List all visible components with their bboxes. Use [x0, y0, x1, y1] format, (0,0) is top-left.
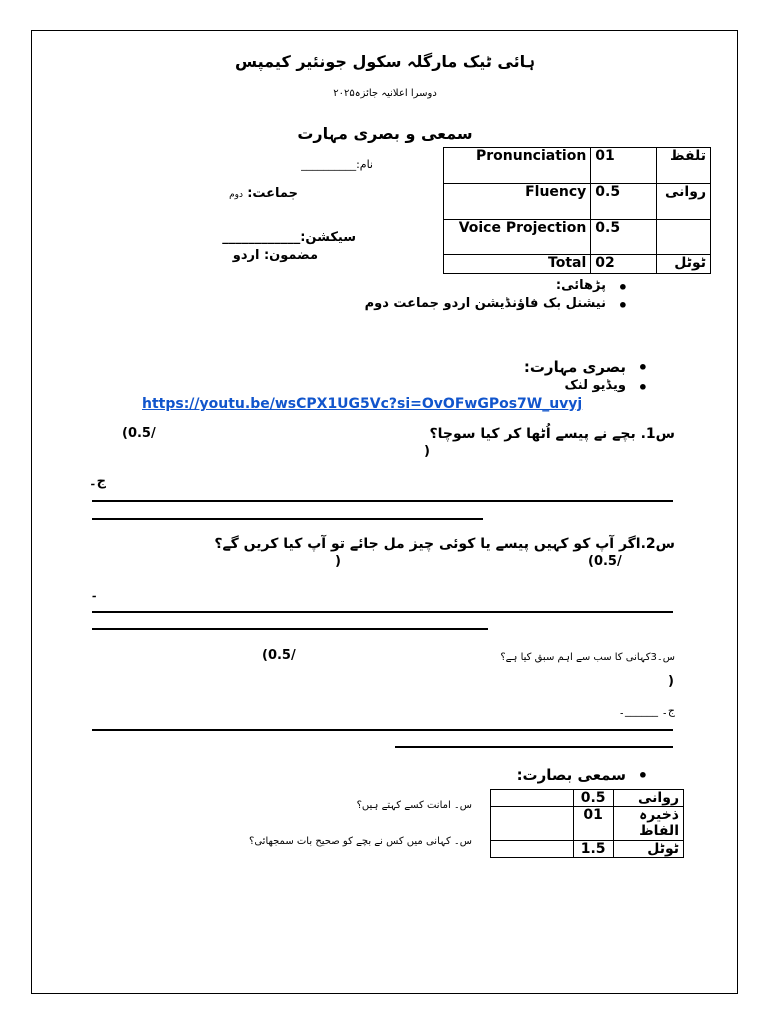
answer-line[interactable] — [92, 611, 673, 613]
audio-heading: • سمعی بصارت: — [517, 766, 626, 784]
question-3: س۔3کہانی کا سب سے اہم سبق کیا ہے؟ — [500, 652, 675, 663]
answer-line[interactable] — [92, 500, 673, 502]
urdu-cell: تلفظ — [656, 148, 710, 184]
empty-cell — [491, 807, 574, 841]
name-field[interactable]: نام:__________ — [301, 158, 373, 171]
question-1-paren: ) — [424, 444, 430, 459]
answer-line[interactable] — [92, 628, 488, 630]
table-row — [444, 220, 711, 255]
question-2-marks: (0.5/ — [588, 554, 622, 569]
question-2: س2.اگر آپ کو کہیں پیسے یا کوئی چیز مل جائے تو آپ کیا کریں گے؟ — [214, 536, 675, 552]
score-cell: 0.5 — [591, 184, 656, 220]
question-2-paren: ) — [335, 554, 341, 569]
urdu-cell: ٹوٹل — [613, 841, 683, 858]
urdu-cell: ذخیرہ الفاظ — [613, 807, 683, 841]
urdu-cell: روانی — [656, 184, 710, 220]
score-cell: 0.5 — [591, 220, 656, 255]
audio-score-table — [490, 789, 684, 858]
class-value: دوم — [229, 190, 244, 200]
table-row — [444, 148, 711, 184]
criteria-cell: Fluency — [444, 184, 591, 220]
score-cell: 1.5 — [573, 841, 613, 858]
score-cell: 02 — [591, 255, 656, 274]
visual-heading: • بصری مہارت: — [524, 358, 626, 376]
table-row — [444, 184, 711, 220]
answer-1-label: ج۔ — [89, 474, 106, 489]
urdu-cell — [656, 220, 710, 255]
criteria-cell: Total — [444, 255, 591, 274]
criteria-cell: Voice Projection — [444, 220, 591, 255]
answer-2-label: ۔ — [90, 586, 98, 601]
score-cell: 01 — [591, 148, 656, 184]
exam-title: دوسرا اعلانیہ جائزہ۲۰۲۵ — [333, 88, 437, 99]
urdu-cell: روانی — [613, 790, 683, 807]
school-name: ہائی ٹیک مارگلہ سکول جونئیر کیمپس — [235, 52, 535, 71]
audio-question-1: س۔ امانت کسے کہتے ہیں؟ — [356, 800, 472, 811]
video-label: • ویڈیو لنک — [564, 378, 626, 393]
audio-question-2: س۔ کہانی میں کس نے بچے کو صحیح بات سمجھائی؟ — [249, 836, 472, 847]
table-row — [444, 255, 711, 274]
table-row — [491, 841, 684, 858]
reading-label: • پڑھائی: — [556, 278, 606, 293]
subject-label: مضمون: اردو — [232, 248, 318, 263]
question-3-marks: (0.5/ — [262, 648, 296, 663]
empty-cell — [491, 790, 574, 807]
answer-line[interactable] — [395, 746, 673, 748]
question-1: س1. بچے نے پیسے اُٹھا کر کیا سوچا؟ — [429, 426, 675, 442]
answer-line[interactable] — [92, 518, 483, 520]
reading-book: • نیشنل بک فاؤنڈیشن اردو جماعت دوم — [365, 296, 606, 311]
question-3-paren: ) — [668, 674, 674, 689]
criteria-cell: Pronunciation — [444, 148, 591, 184]
class-label: جماعت: — [247, 186, 298, 201]
score-table — [443, 147, 711, 274]
question-1-marks: (0.5/ — [122, 426, 156, 441]
page-title: سمعی و بصری مہارت — [297, 124, 473, 143]
urdu-cell: ٹوٹل — [656, 255, 710, 274]
empty-cell — [491, 841, 574, 858]
answer-3-label: ج۔ ______۔ — [618, 704, 675, 717]
score-cell: 01 — [573, 807, 613, 841]
class-field[interactable] — [229, 186, 298, 201]
answer-line[interactable] — [92, 729, 673, 731]
table-row — [491, 790, 684, 807]
video-link[interactable]: https://youtu.be/wsCPX1UG5Vc?si=OvOFwGPos7W_uvyj — [142, 396, 583, 412]
section-field[interactable]: سیکشن:____________ — [222, 230, 356, 245]
score-cell: 0.5 — [573, 790, 613, 807]
table-row — [491, 807, 684, 841]
